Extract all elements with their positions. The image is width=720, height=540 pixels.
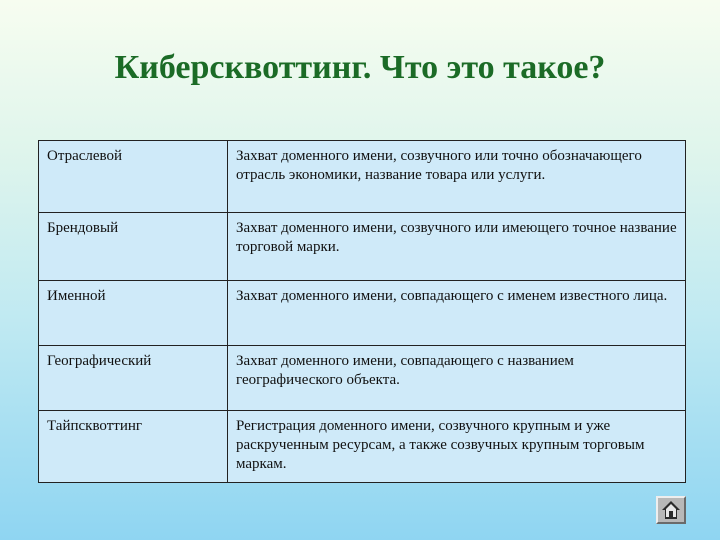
term-cell: Именной [39, 281, 228, 346]
definition-cell: Регистрация доменного имени, созвучного крупным и уже раскрученным ресурсам, а также созвучных крупным торговым маркам. [228, 411, 686, 483]
definition-cell: Захват доменного имени, созвучного или имеющего точное название торговой марки. [228, 213, 686, 281]
definition-cell: Захват доменного имени, созвучного или точно обозначающего отрасль экономики, название товара или услуги. [228, 141, 686, 213]
home-button[interactable] [656, 496, 686, 524]
table-row [39, 213, 686, 281]
term-cell: Брендовый [39, 213, 228, 281]
term-cell: Географический [39, 346, 228, 411]
home-icon [660, 499, 682, 521]
definition-cell: Захват доменного имени, совпадающего с именем известного лица. [228, 281, 686, 346]
definition-cell: Захват доменного имени, совпадающего с названием географического объекта. [228, 346, 686, 411]
table-row [39, 411, 686, 483]
table-row [39, 346, 686, 411]
table-row [39, 141, 686, 213]
table-row [39, 281, 686, 346]
slide-title: Киберсквоттинг. Что это такое? [114, 49, 606, 86]
term-cell: Отраслевой [39, 141, 228, 213]
term-cell: Тайпсквоттинг [39, 411, 228, 483]
definitions-table [38, 140, 686, 483]
